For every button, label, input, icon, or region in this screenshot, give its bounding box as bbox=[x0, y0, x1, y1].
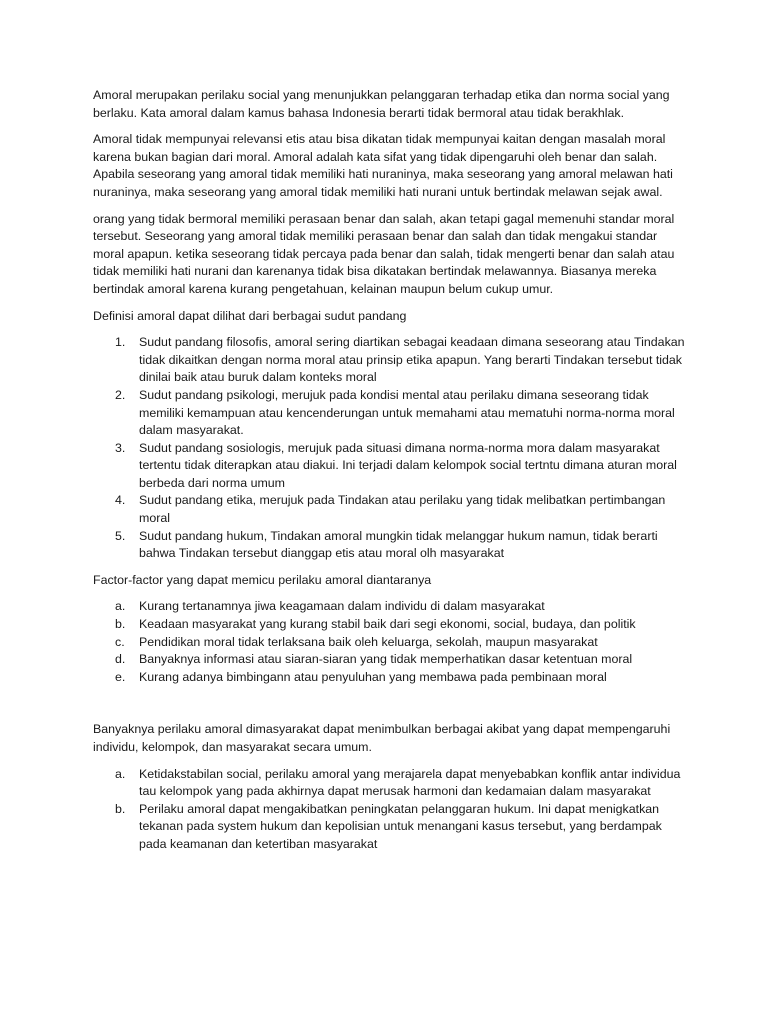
list-item bbox=[93, 598, 688, 616]
list-marker: d. bbox=[115, 652, 126, 667]
list-item bbox=[93, 492, 688, 527]
list-item-text: Kurang tertanamnya jiwa keagamaan dalam individu di dalam masyarakat bbox=[139, 599, 545, 614]
list-item bbox=[93, 766, 688, 801]
list-marker: b. bbox=[115, 617, 126, 632]
list-item bbox=[93, 334, 688, 387]
list-item-text: Sudut pandang hukum, Tindakan amoral mungkin tidak melanggar hukum namun, tidak berarti bahwa Tindakan tersebut dianggap etis atau moral olh masyarakat bbox=[139, 528, 658, 561]
list-item bbox=[93, 616, 688, 634]
list-item bbox=[93, 528, 688, 563]
list-marker: b. bbox=[115, 801, 126, 816]
paragraph-factors-heading: Factor-factor yang dapat memicu perilaku amoral diantaranya bbox=[93, 572, 432, 587]
list-marker: 4. bbox=[115, 493, 126, 508]
paragraph-relevance: Amoral tidak mempunyai relevansi etis atau bisa dikatan tidak mempunyai kaitan dengan masalah moral karena bukan bagian dari moral. Amoral adalah kata sifat yang tidak dipengaruhi oleh benar dan salah. Apabila seseorang yang amoral tidak memiliki hati nuraninya, maka seseorang yang amoral melawan hati nuraninya, maka seseorang yang amoral tidak memiliki hati nurani untuk bertindak melawan sejak awal. bbox=[93, 132, 673, 199]
paragraph-effects-heading: Banyaknya perilaku amoral dimasyarakat dapat menimbulkan berbagai akibat yang dapat mempengaruhi individu, kelompok, dan masyarakat secara umum. bbox=[93, 722, 671, 754]
list-marker: a. bbox=[115, 599, 126, 614]
list-marker: 5. bbox=[115, 528, 126, 543]
list-marker: c. bbox=[115, 634, 125, 649]
list-item bbox=[93, 387, 688, 440]
paragraph-immoral: orang yang tidak bermoral memiliki perasaan benar dan salah, akan tetapi gagal memenuhi standar moral tersebut. Seseorang yang amoral tidak memiliki perasaan benar dan salah dan tidak mengakui standar moral apapun. ketika seseorang tidak percaya pada benar dan salah, tidak mengerti benar dan salah atau tidak memiliki hati nurani dan karenanya tidak bisa dikatakan bertindak melawannya. Biasanya mereka bertindak amoral karena kurang pengetahuan, kelainan maupun belum cukup umur. bbox=[93, 211, 675, 296]
list-marker: 1. bbox=[115, 335, 126, 350]
list-item bbox=[93, 651, 688, 669]
list-item-text: Banyaknya informasi atau siaran-siaran yang tidak memperhatikan dasar ketentuan moral bbox=[139, 652, 633, 667]
paragraph-definition-heading: Definisi amoral dapat dilihat dari berbagai sudut pandang bbox=[93, 308, 407, 323]
list-item-text: Sudut pandang etika, merujuk pada Tindakan atau perilaku yang tidak melibatkan pertimbangan moral bbox=[139, 493, 666, 526]
list-item-text: Pendidikan moral tidak terlaksana baik oleh keluarga, sekolah, maupun masyarakat bbox=[139, 634, 598, 649]
list-marker: e. bbox=[115, 669, 126, 684]
effect-list bbox=[93, 766, 688, 854]
factor-list bbox=[93, 598, 688, 686]
list-marker: a. bbox=[115, 766, 126, 781]
list-item bbox=[93, 634, 688, 652]
list-item-text: Sudut pandang psikologi, merujuk pada kondisi mental atau perilaku dimana seseorang tidak memiliki kemampuan atau kencenderungan untuk memahami atau mematuhi norma-norma moral dalam masyarakat. bbox=[139, 387, 675, 438]
list-marker: 3. bbox=[115, 440, 126, 455]
paragraph-intro: Amoral merupakan perilaku social yang menunjukkan pelanggaran terhadap etika dan norma social yang berlaku. Kata amoral dalam kamus bahasa Indonesia berarti tidak bermoral atau tidak berakhlak. bbox=[93, 88, 670, 120]
list-item bbox=[93, 669, 688, 687]
list-item-text: Keadaan masyarakat yang kurang stabil baik dari segi ekonomi, social, budaya, dan politik bbox=[139, 617, 636, 632]
definition-list bbox=[93, 334, 688, 563]
list-item-text: Perilaku amoral dapat mengakibatkan peningkatan pelanggaran hukum. Ini dapat menigkatkan tekanan pada system hukum dan kepolisian untuk menangani kasus tersebut, yang berdampak pada keamanan dan ketertiban masyarakat bbox=[139, 801, 662, 851]
list-item bbox=[93, 440, 688, 493]
list-item-text: Kurang adanya bimbingann atau penyuluhan yang membawa pada pembinaan moral bbox=[139, 669, 607, 684]
list-marker: 2. bbox=[115, 387, 126, 402]
blank-line bbox=[93, 695, 688, 721]
list-item-text: Sudut pandang sosiologis, merujuk pada situasi dimana norma-norma mora dalam masyarakat tertentu tidak diterapkan atau diakui. Ini terjadi dalam kelompok social tertntu dimana aturan moral berbeda dari norma umum bbox=[139, 440, 677, 490]
list-item bbox=[93, 801, 688, 854]
list-item-text: Sudut pandang filosofis, amoral sering diartikan sebagai keadaan dimana seseorang atau Tindakan tidak dikaitkan dengan norma moral atau prinsip etika apapun. Yang berarti Tindakan tersebut tidak dinilai baik atau buruk dalam konteks moral bbox=[139, 335, 685, 385]
list-item-text: Ketidakstabilan social, perilaku amoral yang merajarela dapat menyebabkan konflik antar individua tau kelompok yang pada akhirnya dapat merusak harmoni dan kedamaian dalam masyarakat bbox=[139, 766, 681, 799]
